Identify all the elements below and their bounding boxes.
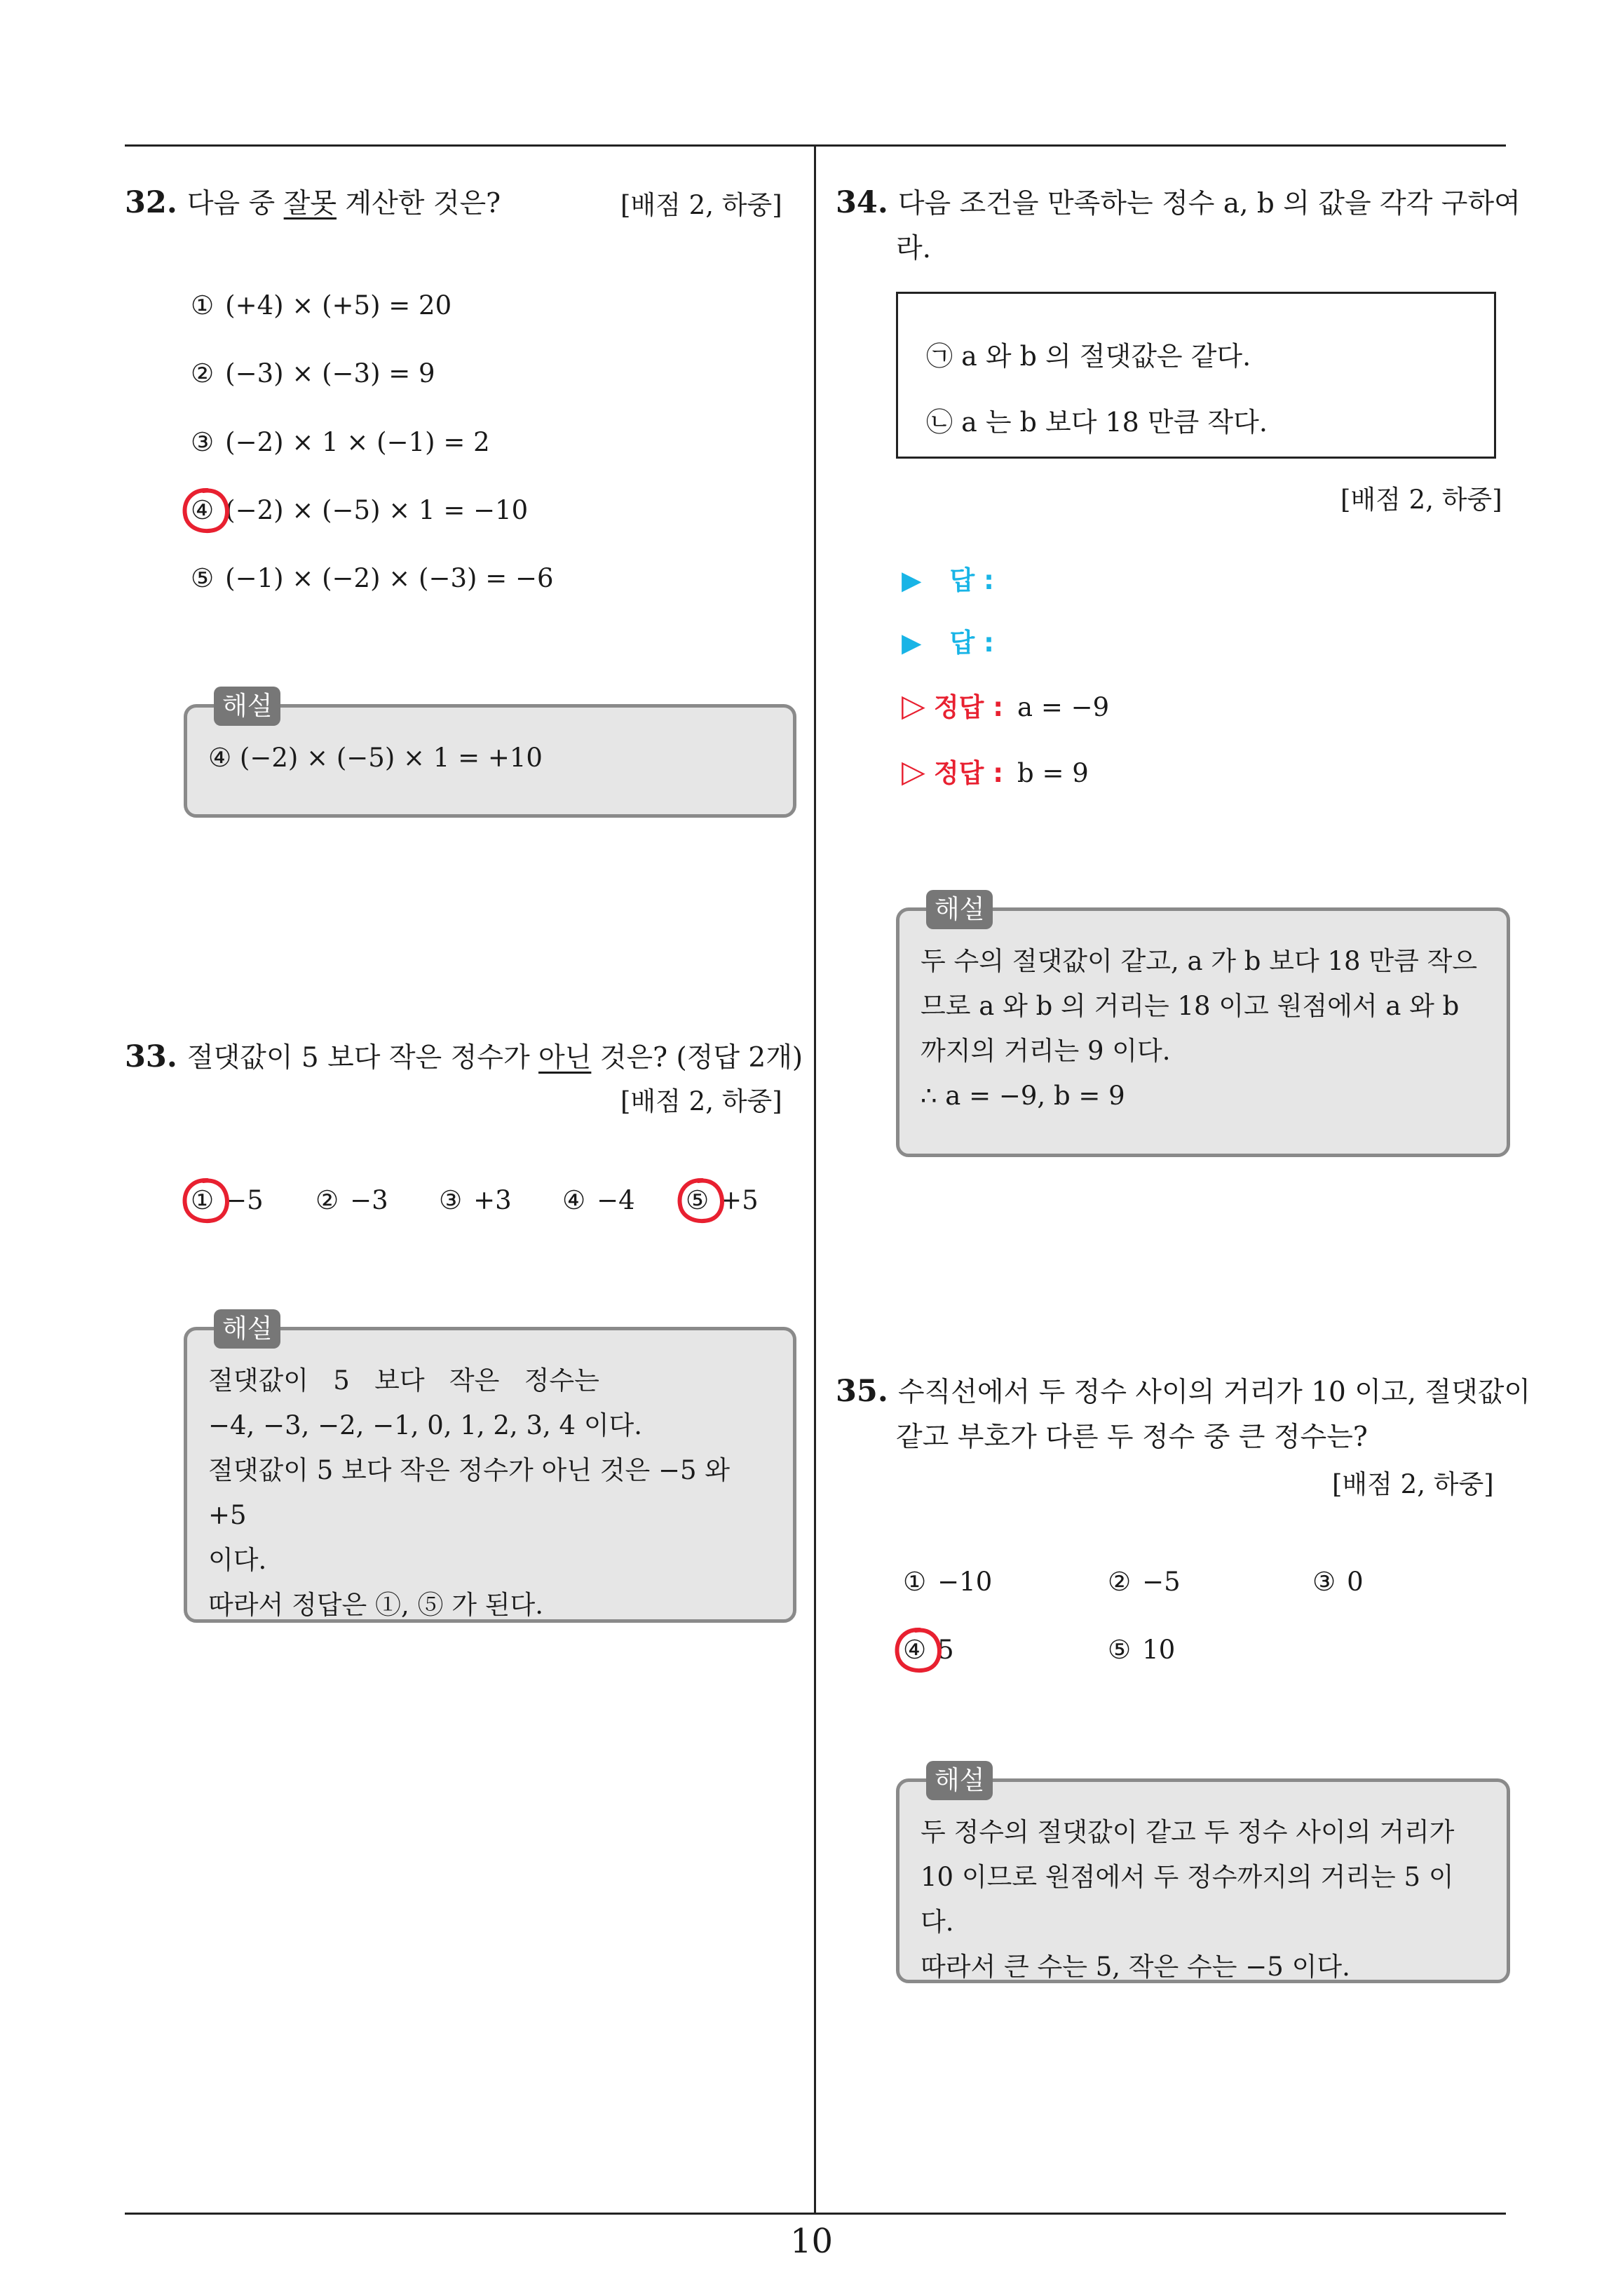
play-arrow-icon: ▶ <box>902 628 922 658</box>
underlined-keyword: 아닌 <box>538 1042 592 1074</box>
answer-field-2[interactable] <box>902 621 994 659</box>
solution-box: 해설 절댓값이 5 보다 작은 정수는 −4, −3, −2, −1, 0, 1, 2, 3, 4 이다. 절댓값이 5 보다 작은 정수가 아닌 것은 −5 와 +5 이다. 따라서 정답은 ①, ⑤ 가 된다. <box>184 1327 796 1623</box>
answer-circle-icon <box>181 1177 231 1226</box>
answer-label: 답 : <box>949 628 994 658</box>
choice-1[interactable]: ① (+4) × (+5) = 20 <box>191 290 452 320</box>
score-label: [배점 2, 하중] <box>620 190 782 220</box>
page-number: 10 <box>789 2222 834 2261</box>
choice-4[interactable]: ④ −4 <box>562 1185 635 1215</box>
solution-tag: 해설 <box>926 890 993 929</box>
choice-1[interactable]: ① −5 <box>191 1185 264 1215</box>
outline-arrow-icon: ▷ <box>902 754 925 790</box>
question-number: 33. <box>125 1039 177 1074</box>
solution-box: 해설 ④ (−2) × (−5) × 1 = +10 <box>184 704 796 818</box>
question-number: 32. <box>125 185 177 220</box>
correct-answer-2: ▷ 정답 : b = 9 <box>902 754 1089 790</box>
correct-label: 정답 : <box>933 692 1004 722</box>
correct-answer-1: ▷ 정답 : a = −9 <box>902 688 1110 724</box>
choice-2[interactable]: ② −5 <box>1108 1567 1181 1597</box>
solution-tag: 해설 <box>214 687 280 726</box>
choice-4[interactable]: ④ (−2) × (−5) × 1 = −10 <box>191 495 528 525</box>
choice-3[interactable]: ③ 0 <box>1312 1567 1364 1597</box>
score-label: [배점 2, 하중] <box>1340 485 1502 515</box>
choice-4[interactable]: ④ 5 <box>903 1635 954 1665</box>
bottom-rule <box>125 2213 1506 2215</box>
condition-1: ㉠ a 와 b 의 절댓값은 같다. <box>926 341 1251 372</box>
score-label: [배점 2, 하중] <box>1332 1469 1494 1499</box>
solution-box: 해설 두 정수의 절댓값이 같고 두 정수 사이의 거리가 10 이므로 원점에서 두 정수까지의 거리는 5 이다. 따라서 큰 수는 5, 작은 수는 −5 이다. <box>896 1778 1510 1983</box>
question-32-stem: 32. 다음 중 잘못 계산한 것은? <box>125 185 501 220</box>
play-arrow-icon: ▶ <box>902 565 922 595</box>
choice-3[interactable]: ③ +3 <box>439 1185 512 1215</box>
question-35-stem: 35. 수직선에서 두 정수 사이의 거리가 10 이고, 절댓값이 같고 부호가 다른 두 정수 중 큰 정수는? <box>836 1374 1531 1453</box>
question-34-stem: 34. 다음 조건을 만족하는 정수 a, b 의 값을 각각 구하여 라. <box>836 185 1521 264</box>
underlined-keyword: 잘못 <box>283 188 337 220</box>
answer-circle-icon <box>893 1626 944 1675</box>
answer-circle-icon <box>181 487 231 536</box>
choice-5[interactable]: ⑤ +5 <box>686 1185 759 1215</box>
question-33-stem: 33. 절댓값이 5 보다 작은 정수가 아닌 것은? (정답 2개) <box>125 1039 803 1074</box>
choice-3[interactable]: ③ (−2) × 1 × (−1) = 2 <box>191 427 490 457</box>
condition-box <box>896 292 1496 459</box>
solution-tag: 해설 <box>214 1309 280 1349</box>
choice-5[interactable]: ⑤ 10 <box>1108 1635 1176 1665</box>
choice-2[interactable]: ② (−3) × (−3) = 9 <box>191 358 435 389</box>
solution-box: 해설 두 수의 절댓값이 같고, a 가 b 보다 18 만큼 작으 므로 a 와 b 의 거리는 18 이고 원점에서 a 와 b 까지의 거리는 9 이다. ∴ a = −9, b = 9 <box>896 907 1510 1157</box>
answer-label: 답 : <box>949 565 994 595</box>
answer-field-1[interactable] <box>902 559 994 597</box>
choice-5[interactable]: ⑤ (−1) × (−2) × (−3) = −6 <box>191 563 554 593</box>
solution-tag: 해설 <box>926 1761 993 1800</box>
question-number: 34. <box>836 185 888 220</box>
choice-2[interactable]: ② −3 <box>315 1185 388 1215</box>
column-divider <box>814 144 816 2215</box>
outline-arrow-icon: ▷ <box>902 688 925 724</box>
choice-1[interactable]: ① −10 <box>903 1567 993 1597</box>
question-number: 35. <box>836 1374 888 1409</box>
score-label: [배점 2, 하중] <box>620 1086 782 1116</box>
answer-circle-icon <box>676 1177 726 1226</box>
correct-label: 정답 : <box>933 758 1004 788</box>
condition-2: ㉡ a 는 b 보다 18 만큼 작다. <box>926 407 1268 438</box>
